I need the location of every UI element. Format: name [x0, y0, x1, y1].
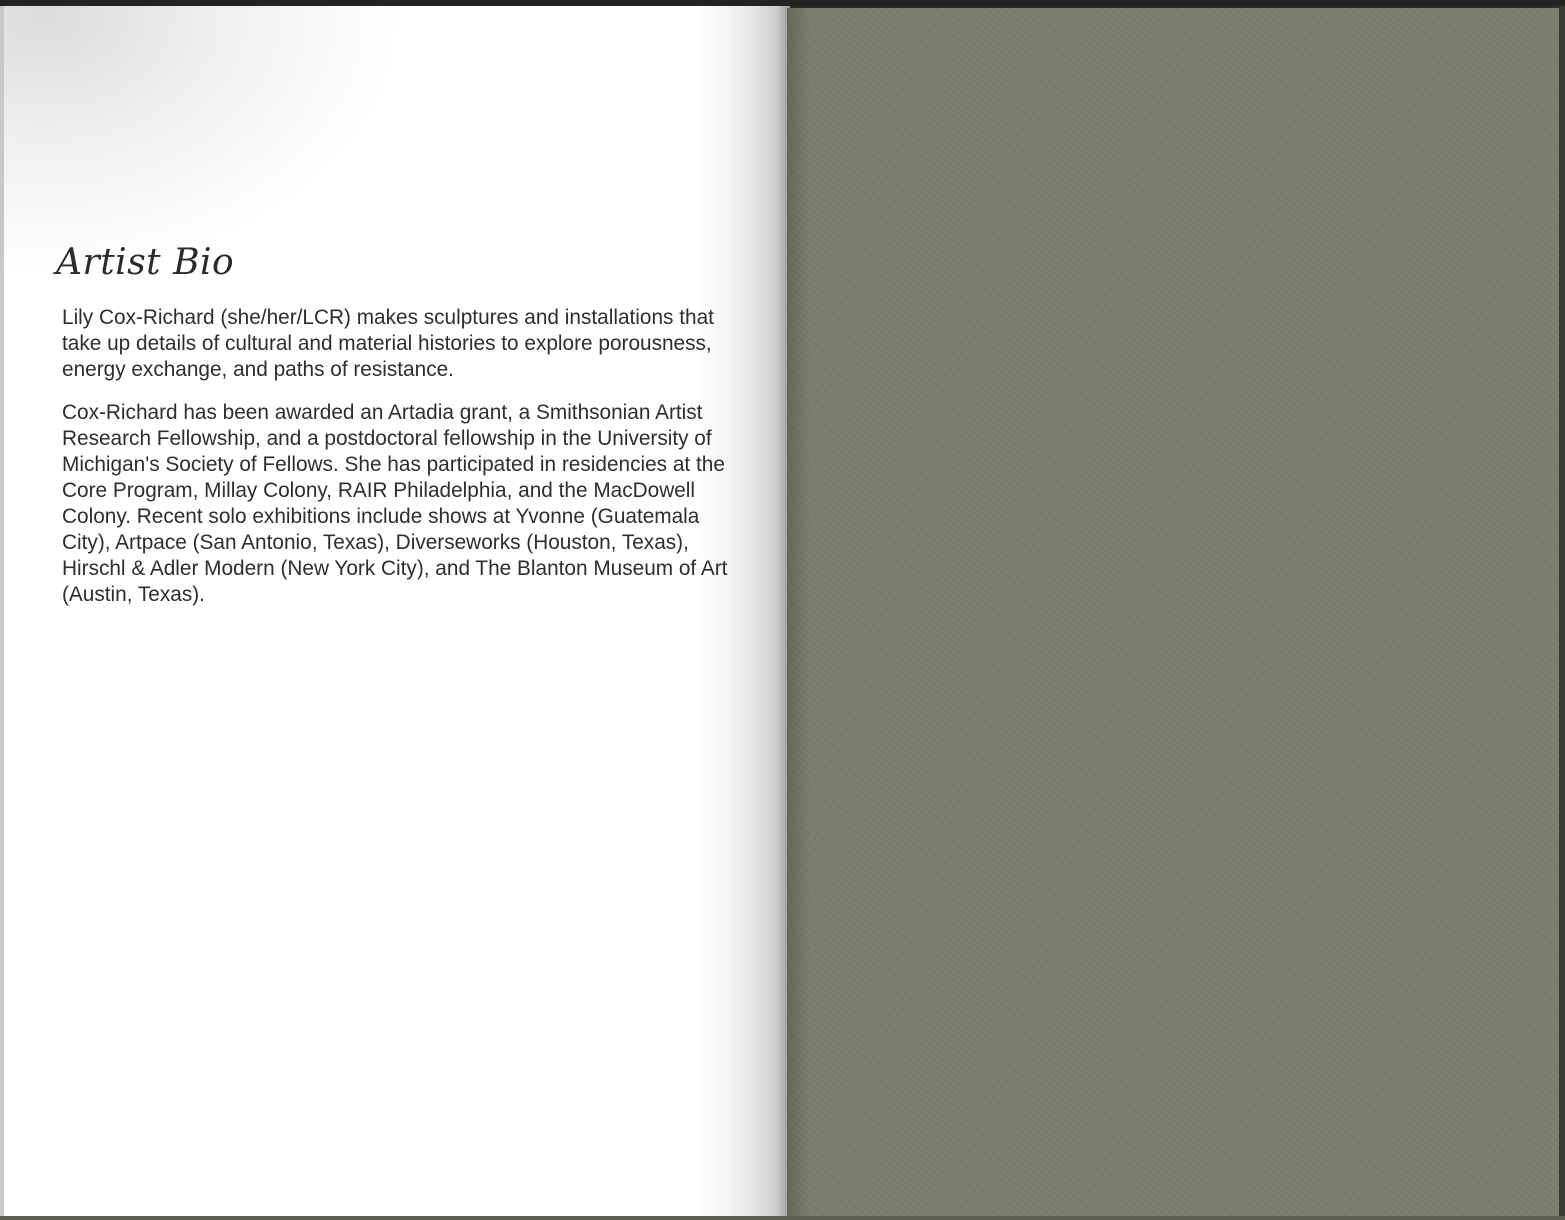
- bio-paragraph-2: Cox-Richard has been awarded an Artadia grant, a Smithsonian Artist Research Fellowship, and a postdoctoral fellowship in the University of Michigan's Society of Fellows. She has participated in residencies at the Core Program, Millay Colony, RAIR Philadelphia, and the MacDowell Colony. Recent solo exhibitions include shows at Yvonne (Guatemala City), Artpace (San Antonio, Texas), Diverseworks (Houston, Texas), Hirschl & Adler Modern (New York City), and The Blanton Museum of Art (Austin, Texas).: [62, 401, 728, 606]
- left-page: [0, 6, 790, 1220]
- bio-paragraph-1: Lily Cox-Richard (she/her/LCR) makes sculptures and installations that take up details of cultural and material histories to explore porousness, energy exchange, and paths of resistance.: [62, 306, 714, 381]
- artist-bio-heading: Artist Bio: [56, 242, 235, 283]
- right-page-blank: [787, 8, 1559, 1216]
- bottom-edge: [0, 1216, 1565, 1220]
- right-edge: [1559, 6, 1565, 1220]
